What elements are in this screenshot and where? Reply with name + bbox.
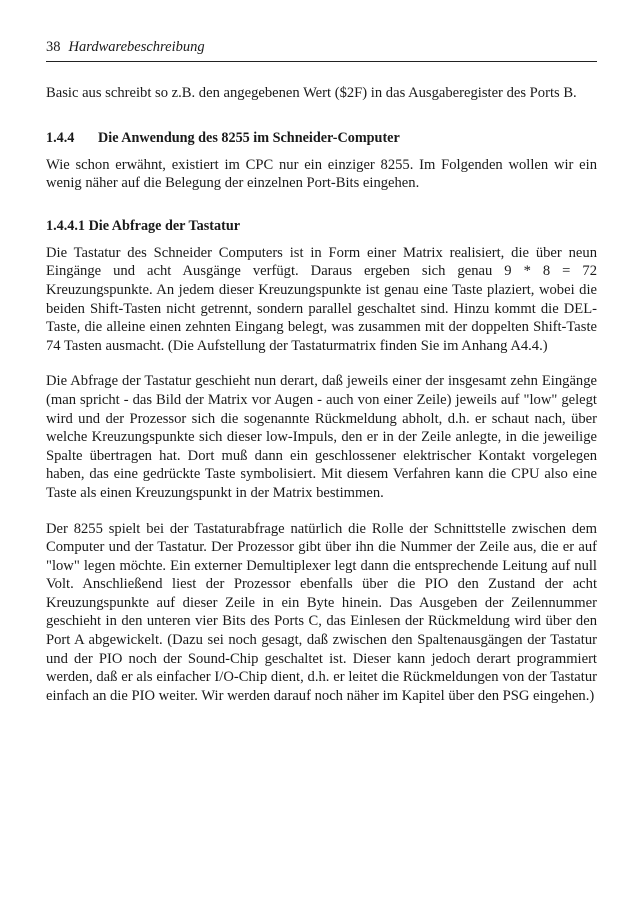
intro-paragraph: Basic aus schreibt so z.B. den angegebenen Wert ($2F) in das Ausgaberegister des Ports B. (46, 85, 577, 101)
subsection-heading: 1.4.4.1 Die Abfrage der Tastatur (46, 217, 241, 234)
body-paragraph-2: Die Abfrage der Tastatur geschieht nun derart, daß jeweils einer der insgesamt zehn Eingänge (man spricht - das Bild der Matrix vor Augen - auch von einer Zeile) jeweils auf "low" gelegt wird und der Prozessor sich die sogenannte Rückmeldung abholt, d.h. er schaut nach, über welche Kreuzungspunkte sich dieser low-Impuls, den er in der Zeile anlegte, in die jeweilige Spalte übertragen hat. Dort muß dann ein geschlossener elektrischer Kontakt vorgelegen haben, das eine gedrückte Taste symbolisiert. Mit diesem Verfahren kann die CPU also eine Taste als einen Kreuzungspunkt in der Matrix bestimmen. (46, 373, 597, 501)
section-heading (46, 129, 597, 147)
section-number: 1.4.4 (46, 129, 75, 146)
body-paragraph-3: Der 8255 spielt bei der Tastaturabfrage natürlich die Rolle der Schnittstelle zwischen dem Computer und der Tastatur. Der Prozessor gibt über ihn die Nummer der Zeile aus, die er auf "low" legen möchte. Ein externer Demultiplexer legt dann die entsprechende Leitung auf null Volt. Anschließend liest der Prozessor ebenfalls über die PIO den Zustand der acht Kreuzungspunkte auf dieser Zeile in ein Byte hinein. Das Ausgeben der Zeilennummer geschieht in den unteren vier Bits des Ports C, das Einlesen der Rückmeldung wird über den Port A abgewickelt. (Dazu sei noch gesagt, daß zwischen den Spaltenausgängen der Tastatur und der PIO noch der Sound-Chip geschaltet ist. Dieser kann jedoch derart programmiert werden, daß er als einfacher I/O-Chip dient, d.h. er leitet die Rückmeldungen von der Tastatur einfach an die PIO weiter. Wir werden darauf noch näher im Kapitel über den PSG eingehen.) (46, 520, 597, 704)
section-paragraph: Wie schon erwähnt, existiert im CPC nur ein einziger 8255. Im Folgenden wollen wir ein wenig näher auf die Belegung der einzelnen Port-Bits eingehen. (46, 156, 597, 192)
running-head (46, 38, 597, 62)
running-head-title: Hardwarebeschreibung (68, 39, 205, 55)
section-title: Die Anwendung des 8255 im Schneider-Computer (98, 129, 400, 146)
page-number: 38 (46, 39, 61, 55)
body-paragraph-1: Die Tastatur des Schneider Computers ist in Form einer Matrix realisiert, die über neun Eingänge und acht Ausgänge verfügt. Daraus ergeben sich genau 9 * 8 = 72 Kreuzungspunkte. An jedem dieser Kreuzungspunkte ist genau eine Taste plaziert, wobei die beiden Shift-Tasten nicht getrennt, sondern parallel geschaltet sind. Hinzu kommt die DEL-Taste, die alleine einen zehnten Eingang belegt, was zusammen mit der doppelten Shift-Taste 74 Tasten ausmacht. (Die Aufstellung der Tastaturmatrix finden Sie im Anhang A4.4.) (46, 244, 597, 354)
